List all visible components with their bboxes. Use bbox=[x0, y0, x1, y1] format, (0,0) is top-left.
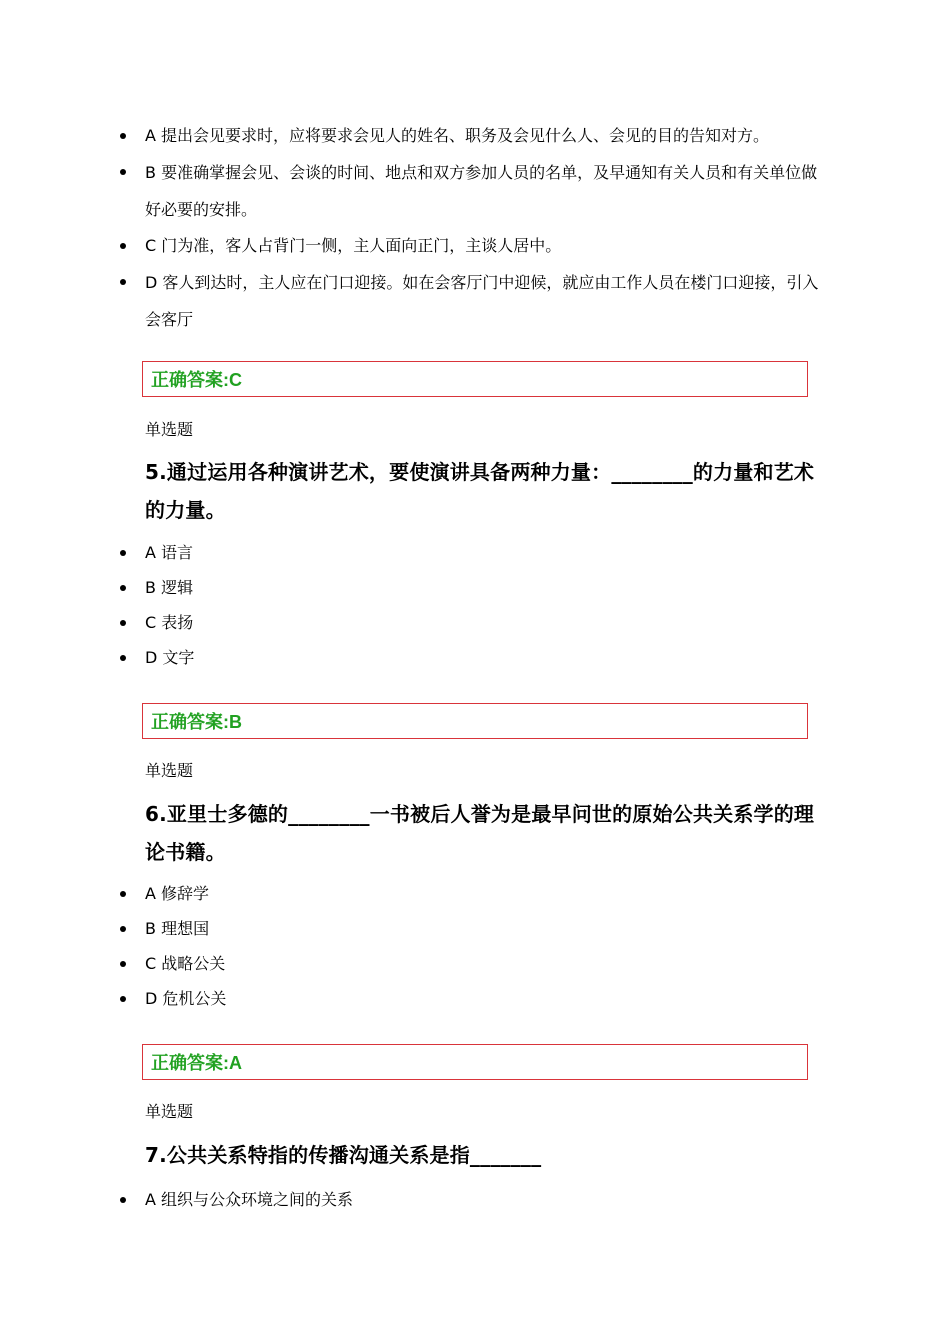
q5-option-a bbox=[120, 535, 820, 570]
q7-type-label: 单选题 bbox=[145, 1102, 194, 1121]
q5-title: 5.通过运用各种演讲艺术，要使演讲具备两种力量：________的力量和艺术的力量。 bbox=[145, 460, 815, 522]
bullet-icon bbox=[120, 550, 126, 556]
option-text: B 理想国 bbox=[145, 919, 210, 938]
option-text: D 危机公关 bbox=[145, 989, 227, 1008]
option-text: C 战略公关 bbox=[145, 954, 226, 973]
option-text: D 文字 bbox=[145, 648, 195, 667]
q4-option-d bbox=[120, 264, 820, 338]
option-text: B 逻辑 bbox=[145, 578, 194, 597]
option-text: C 门为准，客人占背门一侧，主人面向正门，主谈人居中。 bbox=[145, 236, 562, 255]
bullet-icon bbox=[120, 133, 126, 139]
bullet-icon bbox=[120, 243, 126, 249]
q6-answer-box bbox=[142, 1044, 808, 1080]
q6-options bbox=[120, 876, 820, 1016]
q6-option-d bbox=[120, 981, 820, 1016]
bullet-icon bbox=[120, 926, 126, 932]
answer-text: 正确答案:B bbox=[151, 712, 242, 732]
q4-option-a bbox=[120, 118, 820, 154]
bullet-icon bbox=[120, 961, 126, 967]
answer-text: 正确答案:A bbox=[151, 1053, 242, 1073]
option-text: D 客人到达时，主人应在门口迎接。如在会客厅门中迎候，就应由工作人员在楼门口迎接，引入会客厅 bbox=[145, 273, 819, 329]
q5-answer-box bbox=[142, 703, 808, 739]
q6-option-b bbox=[120, 911, 820, 946]
bullet-icon bbox=[120, 891, 126, 897]
q4-option-b bbox=[120, 154, 820, 228]
bullet-icon bbox=[120, 279, 126, 285]
q5-option-c bbox=[120, 605, 820, 640]
bullet-icon bbox=[120, 1197, 126, 1203]
answer-text: 正确答案:C bbox=[151, 370, 242, 390]
q5-option-b bbox=[120, 570, 820, 605]
q5-option-d bbox=[120, 640, 820, 675]
q4-options bbox=[120, 118, 820, 338]
bullet-icon bbox=[120, 996, 126, 1002]
option-text: B 要准确掌握会见、会谈的时间、地点和双方参加人员的名单，及早通知有关人员和有关单位做好必要的安排。 bbox=[145, 163, 818, 219]
bullet-icon bbox=[120, 655, 126, 661]
option-text: A 语言 bbox=[145, 543, 194, 562]
q7-options bbox=[120, 1182, 820, 1217]
option-text: C 表扬 bbox=[145, 613, 194, 632]
q5-options bbox=[120, 535, 820, 675]
q4-option-c bbox=[120, 228, 820, 264]
q6-title: 6.亚里士多德的________一书被后人誉为是最早问世的原始公共关系学的理论书籍。 bbox=[145, 802, 815, 864]
q6-type-label: 单选题 bbox=[145, 761, 194, 780]
option-text: A 组织与公众环境之间的关系 bbox=[145, 1190, 354, 1209]
option-text: A 提出会见要求时，应将要求会见人的姓名、职务及会见什么人、会见的目的告知对方。 bbox=[145, 126, 770, 145]
q6-option-a bbox=[120, 876, 820, 911]
q7-option-a bbox=[120, 1182, 820, 1217]
bullet-icon bbox=[120, 169, 126, 175]
q4-answer-box bbox=[142, 361, 808, 397]
option-text: A 修辞学 bbox=[145, 884, 210, 903]
q5-type-label: 单选题 bbox=[145, 420, 194, 439]
q7-title: 7.公共关系特指的传播沟通关系是指_______ bbox=[145, 1143, 542, 1167]
bullet-icon bbox=[120, 585, 126, 591]
bullet-icon bbox=[120, 620, 126, 626]
q6-option-c bbox=[120, 946, 820, 981]
